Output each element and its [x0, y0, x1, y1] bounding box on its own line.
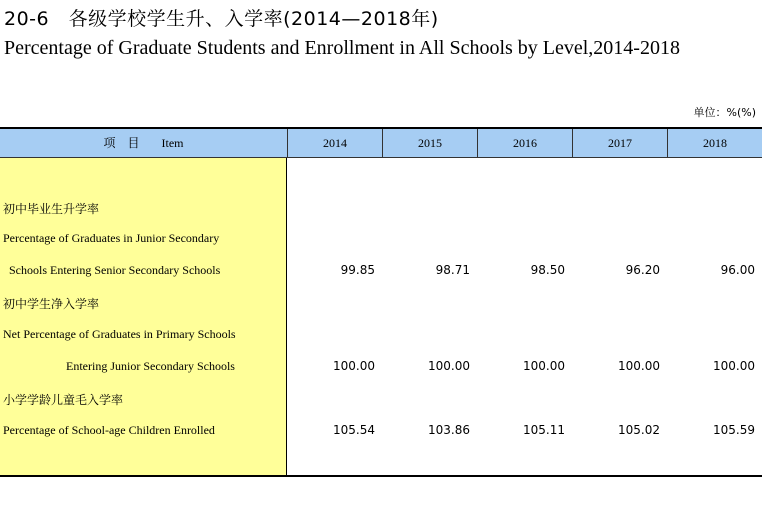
row-1-label-en-1: Percentage of Graduates in Junior Secondary — [3, 231, 220, 245]
unit-label: 单位：%(%) — [693, 106, 756, 119]
row-2-value-2014: 100.00 — [333, 359, 375, 373]
row-2-label-en-2: Entering Junior Secondary Schools — [66, 359, 235, 373]
row-2-label-en-1: Net Percentage of Graduates in Primary Schools — [3, 327, 236, 341]
row-1-value-2017: 96.20 — [625, 263, 660, 277]
row-1-label-cn: 初中毕业生升学率 — [3, 202, 100, 216]
header-year-2016: 2016 — [477, 129, 572, 157]
header-year-2017: 2017 — [572, 129, 667, 157]
data-table — [0, 127, 762, 477]
row-1-value-2014: 99.85 — [340, 263, 375, 277]
row-1-value-2015: 98.71 — [435, 263, 470, 277]
header-item-cn: 项 目 — [103, 136, 140, 150]
header-year-2018: 2018 — [667, 129, 762, 157]
row-2-value-2016: 100.00 — [523, 359, 565, 373]
row-1-label-en-2: Schools Entering Senior Secondary Schools — [9, 263, 221, 277]
row-3-value-2018: 105.59 — [713, 423, 755, 437]
row-3-value-2016: 105.11 — [523, 423, 565, 437]
row-1-value-2016: 98.50 — [530, 263, 565, 277]
header-year-2014: 2014 — [287, 129, 382, 157]
row-2-value-2018: 100.00 — [713, 359, 755, 373]
page-title-chinese: 20-6 各级学校学生升、入学率(2014—2018年) — [4, 8, 439, 30]
row-3-label-cn: 小学学龄儿童毛入学率 — [3, 393, 124, 407]
header-item — [0, 129, 287, 157]
row-3-label-en-1: Percentage of School-age Children Enrolled — [3, 423, 215, 437]
row-3-value-2017: 105.02 — [618, 423, 660, 437]
page-title-english: Percentage of Graduate Students and Enrollment in All Schools by Level,2014-2018 — [4, 37, 680, 59]
header-year-2015: 2015 — [382, 129, 477, 157]
row-3-value-2015: 103.86 — [428, 423, 470, 437]
table-bottom-rule — [0, 475, 762, 477]
row-2-label-cn: 初中学生净入学率 — [3, 297, 100, 311]
row-3-value-2014: 105.54 — [333, 423, 375, 437]
row-1-value-2018: 96.00 — [720, 263, 755, 277]
row-2-value-2017: 100.00 — [618, 359, 660, 373]
header-item-en: Item — [161, 136, 184, 150]
row-2-value-2015: 100.00 — [428, 359, 470, 373]
